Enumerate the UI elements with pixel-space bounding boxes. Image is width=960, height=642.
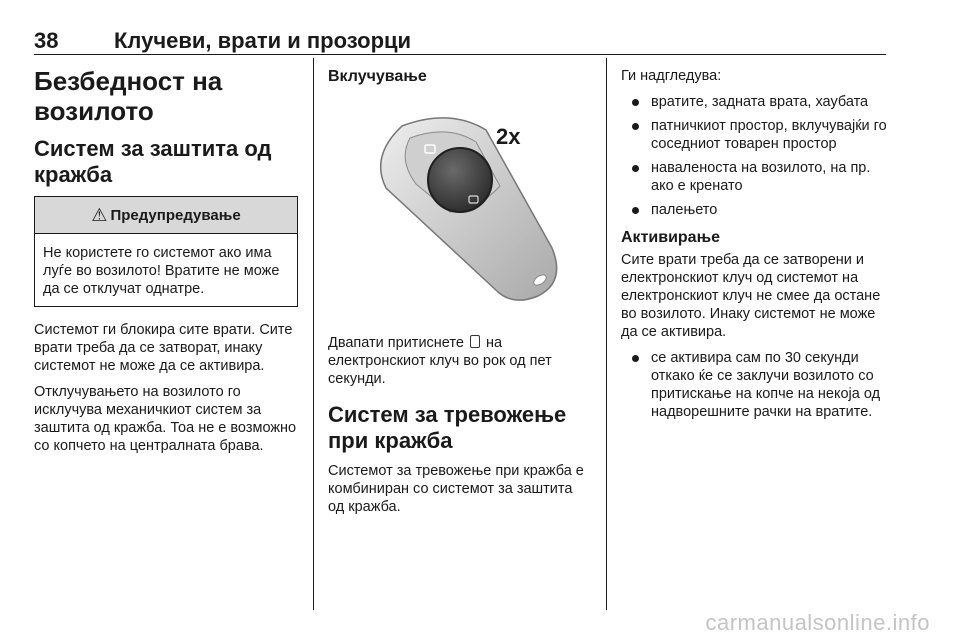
subsection-heading: Систем за тревожење при кражба: [328, 402, 567, 453]
list-item: патничкиот простор, вклучувајќи го соседниот товарен простор: [621, 117, 887, 153]
section-heading: Активирање: [621, 229, 720, 246]
paragraph: [328, 334, 592, 388]
column-divider: [606, 58, 607, 610]
paragraph: Системот ги блокира сите врати. Сите врати треба да се затворат, инаку системот не може да се активира.: [34, 322, 293, 374]
section-heading: Безбедност на возилото: [34, 66, 223, 126]
press-count-label: 2x: [496, 124, 521, 149]
column-divider: [313, 58, 314, 610]
press-text: на електронскиот клуч во рок од пет секунди.: [328, 335, 552, 387]
press-text: Двапати притиснете: [328, 335, 464, 351]
column-1: [34, 58, 298, 463]
paragraph: Ги надгледува:: [621, 68, 722, 84]
paragraph: Отклучувањето на возилото го исклучува механичкиот систем за заштита од кражба. Тоа не е возможно со копчето на централната брава.: [34, 384, 297, 454]
watermark: carmanualsonline.info: [705, 610, 930, 635]
warning-text: Не користете го системот ако има луѓе во возилото! Вратите не може да се отклучат однатре.: [43, 245, 280, 297]
list-item: вратите, задната врата, хаубата: [621, 93, 887, 111]
subsection-heading: Систем за заштита од кражба: [34, 136, 272, 187]
paragraph: Системот за тревожење при кражба е комбиниран со системот за заштита од кражба.: [328, 463, 584, 515]
key-fob-figure: [328, 100, 592, 320]
section-heading: Вклучување: [328, 68, 427, 85]
monitored-list: [621, 93, 887, 219]
paragraph: Сите врати треба да се затворени и електронскиот клуч од системот на електронскиот клуч не смее да остане во возилото. Инаку системот не може да се активира.: [621, 252, 881, 340]
lock-button: [428, 148, 492, 212]
page-header: [34, 28, 886, 55]
list-item: наваленоста на возилото, на пр. ако е кренато: [621, 159, 887, 195]
column-3: [621, 58, 887, 427]
lock-icon: [470, 335, 480, 348]
warning-header: [35, 197, 297, 234]
running-title: Клучеви, врати и прозорци: [114, 28, 412, 53]
activation-list: [621, 349, 887, 421]
column-2: [328, 58, 592, 524]
key-fob-illustration: [328, 100, 592, 320]
warning-triangle-icon: ⚠: [91, 204, 108, 225]
warning-title: Предупредување: [110, 206, 241, 224]
warning-box: [34, 196, 298, 307]
list-item: палењето: [621, 201, 887, 219]
page-number: 38: [34, 28, 59, 53]
list-item: се активира сам по 30 секунди откако ќе се заклучи возилото со притискање на копче на некоја од надворешните рачки на вратите.: [621, 349, 887, 421]
